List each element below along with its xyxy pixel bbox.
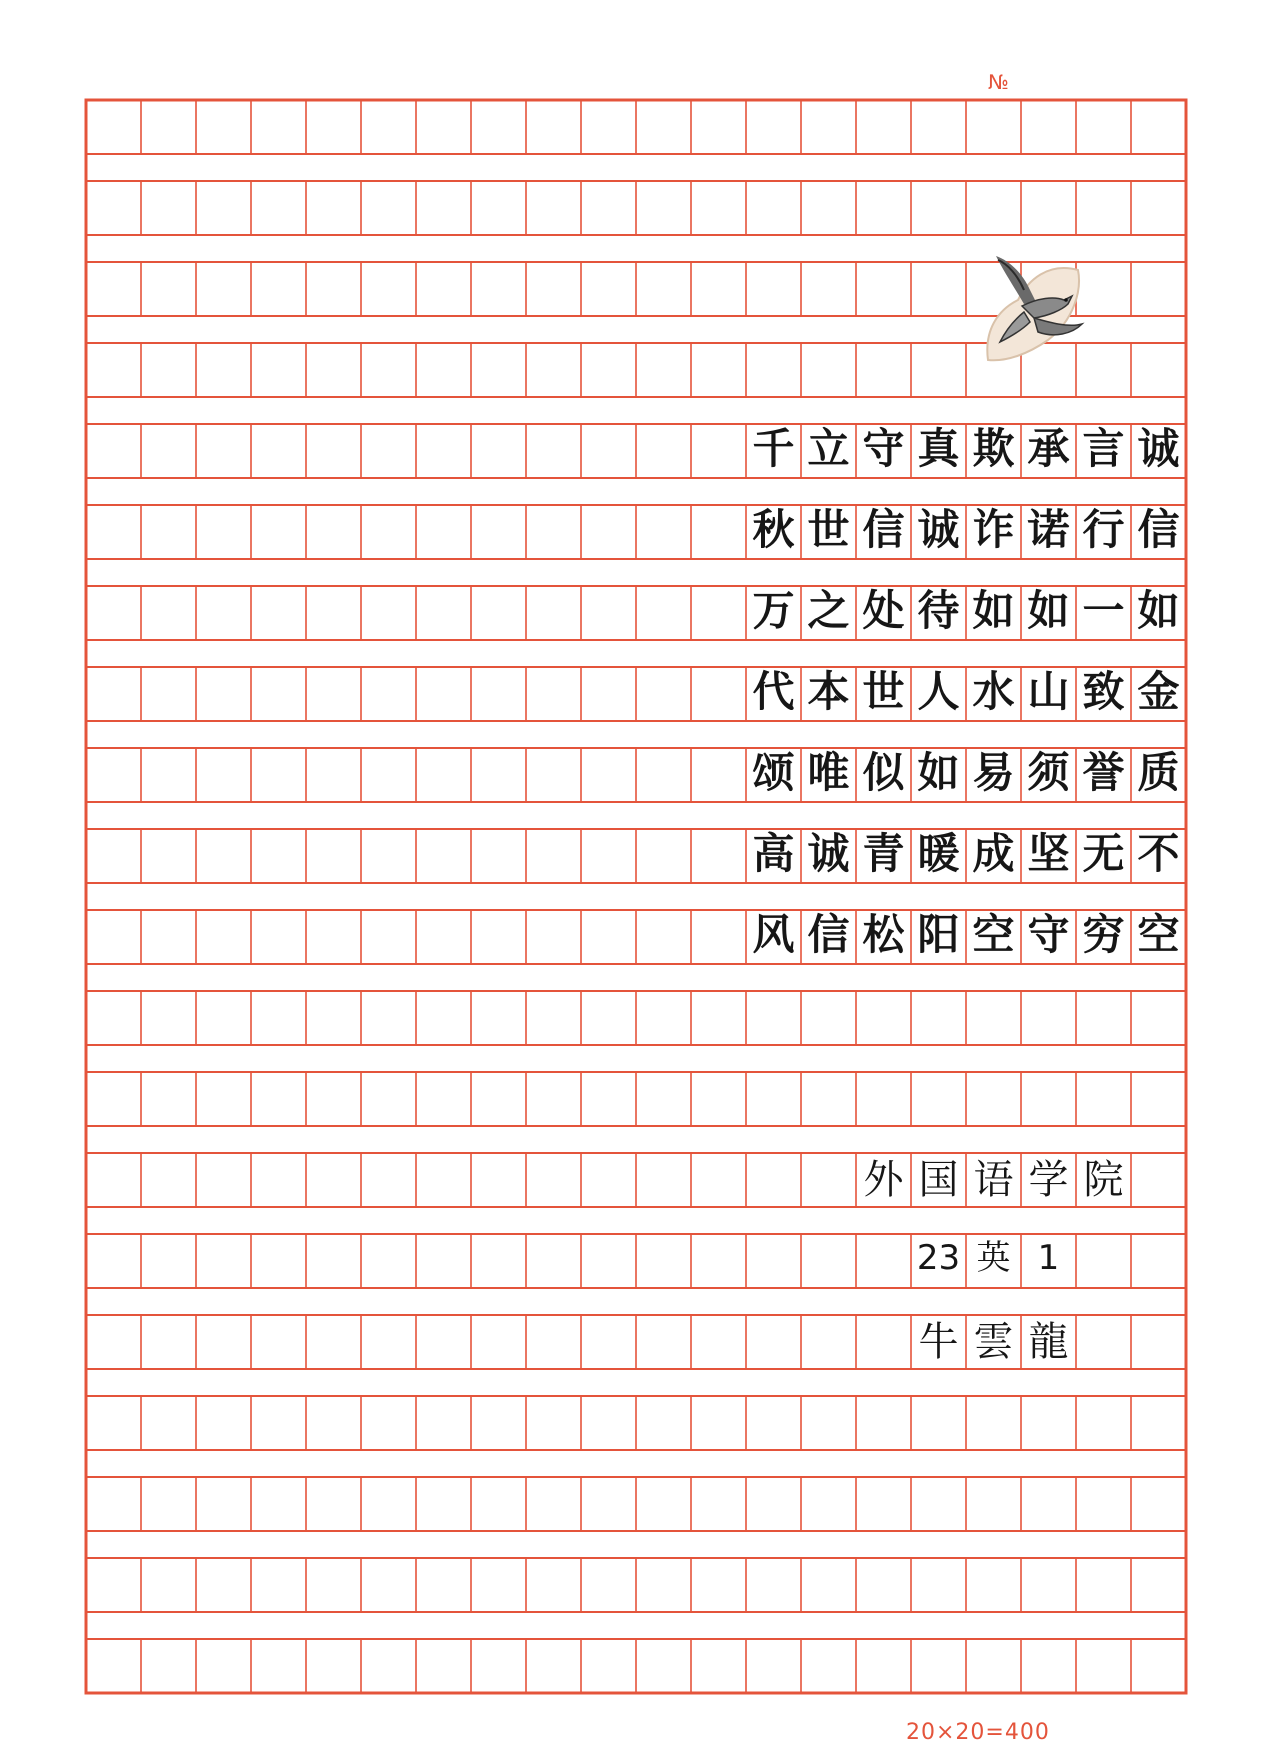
poem-character: 山 <box>1027 667 1070 716</box>
author-name-character: 龍 <box>1028 1319 1069 1365</box>
poem-character: 信 <box>862 505 905 554</box>
poem-character: 须 <box>1027 748 1070 797</box>
poem-character: 承 <box>1027 424 1070 473</box>
dove-sticker-icon <box>978 250 1086 366</box>
class-character: 1 <box>1037 1238 1060 1278</box>
poem-character: 质 <box>1137 748 1180 797</box>
poem-character: 如 <box>1027 586 1070 635</box>
poem-character: 青 <box>862 829 905 878</box>
college-character: 外 <box>863 1157 904 1203</box>
poem-character: 秋 <box>752 505 795 554</box>
author-name-character: 牛 <box>918 1319 959 1365</box>
poem-character: 诚 <box>1137 424 1180 473</box>
poem-character: 唯 <box>807 748 850 797</box>
poem-character: 如 <box>1137 586 1180 635</box>
poem-character: 世 <box>862 667 905 716</box>
poem-character: 诚 <box>917 505 960 554</box>
poem-character: 处 <box>862 586 905 635</box>
poem-character: 高 <box>752 829 795 878</box>
poem-character: 成 <box>972 829 1015 878</box>
poem-character: 穷 <box>1082 910 1125 959</box>
poem-character: 言 <box>1082 424 1125 473</box>
poem-character: 松 <box>862 910 905 959</box>
poem-character: 诺 <box>1027 505 1070 554</box>
poem-character: 诚 <box>807 829 850 878</box>
poem-character: 金 <box>1137 667 1180 716</box>
poem-character: 空 <box>1137 910 1180 959</box>
poem-character: 千 <box>752 424 795 473</box>
poem-character: 颂 <box>752 748 795 797</box>
poem-character: 真 <box>917 424 960 473</box>
poem-character: 一 <box>1082 586 1125 635</box>
sheet-number-mark: № <box>988 70 1009 94</box>
college-character: 学 <box>1028 1157 1069 1203</box>
poem-character: 致 <box>1082 667 1125 716</box>
poem-character: 坚 <box>1027 829 1070 878</box>
poem-character: 信 <box>1137 505 1180 554</box>
college-character: 院 <box>1083 1157 1124 1203</box>
class-character: 23 <box>916 1238 961 1278</box>
poem-character: 信 <box>807 910 850 959</box>
poem-character: 如 <box>972 586 1015 635</box>
poem-character: 水 <box>972 667 1015 716</box>
class-character: 英 <box>976 1238 1011 1278</box>
poem-character: 欺 <box>972 424 1015 473</box>
poem-character: 无 <box>1082 829 1125 878</box>
poem-character: 立 <box>807 424 850 473</box>
college-character: 国 <box>918 1157 959 1203</box>
poem-character: 本 <box>807 667 850 716</box>
poem-character: 似 <box>862 748 905 797</box>
author-name-character: 雲 <box>973 1319 1014 1365</box>
poem-character: 誉 <box>1082 748 1125 797</box>
poem-character: 空 <box>972 910 1015 959</box>
poem-character: 守 <box>1027 910 1070 959</box>
poem-character: 万 <box>752 586 795 635</box>
poem-character: 世 <box>807 505 850 554</box>
grid-count-label: 20×20=400 <box>906 1720 1050 1745</box>
poem-character: 之 <box>807 586 850 635</box>
poem-character: 代 <box>752 667 795 716</box>
poem-character: 行 <box>1082 505 1125 554</box>
poem-character: 风 <box>752 910 795 959</box>
poem-character: 不 <box>1137 829 1180 878</box>
poem-character: 诈 <box>972 505 1015 554</box>
poem-character: 暖 <box>917 829 960 878</box>
poem-character: 待 <box>917 586 960 635</box>
poem-character: 守 <box>862 424 905 473</box>
poem-character: 阳 <box>917 910 960 959</box>
poem-character: 易 <box>972 748 1015 797</box>
poem-character: 人 <box>917 667 960 716</box>
poem-character: 如 <box>917 748 960 797</box>
college-character: 语 <box>973 1157 1014 1203</box>
